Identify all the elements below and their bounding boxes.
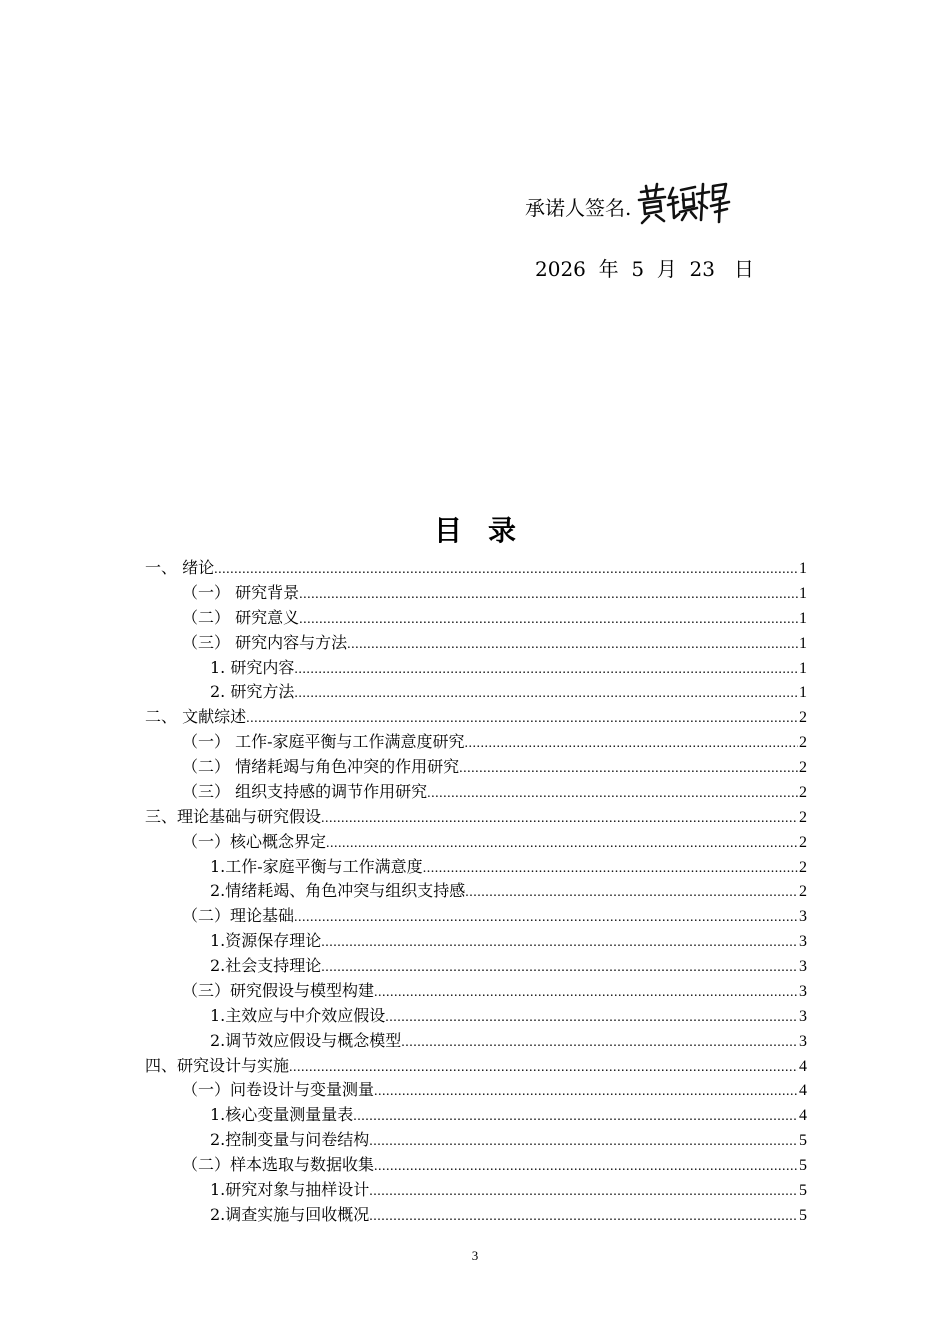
toc-entry[interactable] (145, 1153, 807, 1178)
toc-entry[interactable] (145, 631, 807, 656)
toc-entry-page: 1 (799, 684, 807, 702)
toc-entry-page: 1 (799, 634, 807, 652)
date-month-unit: 月 (656, 257, 677, 281)
toc-dot-leader (423, 857, 798, 882)
toc-entry[interactable] (145, 1004, 807, 1029)
toc-entry-label: 2.调查实施与回收概况 (210, 1204, 370, 1224)
date-day-unit: 日 (734, 257, 755, 281)
toc-entry[interactable] (145, 1054, 807, 1079)
toc-entry-page: 2 (799, 833, 807, 851)
toc-entry[interactable] (145, 755, 807, 780)
toc-entry-page: 5 (799, 1132, 807, 1150)
toc-entry-page: 2 (799, 858, 807, 876)
toc-entry[interactable] (145, 1103, 807, 1128)
toc-dot-leader (374, 1155, 798, 1180)
toc-dot-leader (321, 956, 798, 981)
toc-dot-leader (374, 1080, 798, 1105)
toc-dot-leader (294, 682, 798, 707)
date-year-unit: 年 (598, 257, 619, 281)
toc-dot-leader (321, 931, 798, 956)
toc-entry[interactable] (145, 656, 807, 681)
toc-entry[interactable] (145, 1128, 807, 1153)
toc-entry-label: 2. 研究方法 (210, 682, 295, 702)
toc-entry-page: 3 (799, 908, 807, 926)
toc-entry-page: 3 (799, 958, 807, 975)
date-year: 2026 (535, 257, 586, 281)
toc-entry[interactable] (145, 1178, 807, 1203)
toc-entry-page: 1 (799, 609, 807, 627)
toc-dot-leader (347, 633, 798, 658)
toc-entry-page: 1 (799, 584, 807, 602)
toc-entry-page: 2 (799, 709, 807, 727)
toc-entry-label: 四、研究设计与实施 (145, 1055, 290, 1075)
toc-entry-page: 5 (799, 1206, 807, 1224)
toc-entry[interactable] (145, 904, 807, 929)
toc-entry-page: 4 (799, 1057, 807, 1075)
toc-entry[interactable] (145, 556, 807, 581)
toc-entry-page: 4 (799, 1107, 807, 1125)
toc-dot-leader (369, 1205, 798, 1230)
toc-dot-leader (321, 807, 798, 832)
toc-entry-label: 1.研究对象与抽样设计 (210, 1179, 370, 1199)
toc-entry-label: 1.核心变量测量量表 (210, 1105, 354, 1125)
toc-entry-label: 2.社会支持理论 (210, 956, 322, 975)
toc-entry-label: （三） 研究内容与方法 (182, 632, 348, 652)
date-month: 5 (631, 257, 645, 281)
toc-entry[interactable] (145, 1078, 807, 1103)
toc-entry[interactable] (145, 954, 807, 979)
toc-entry-page: 2 (799, 734, 807, 752)
toc-entry-page: 5 (799, 1157, 807, 1174)
toc-entry[interactable] (145, 855, 807, 880)
toc-entry[interactable] (145, 929, 807, 954)
toc-entry-label: 1.主效应与中介效应假设 (210, 1005, 386, 1025)
toc-entry-label: （二）理论基础 (182, 906, 295, 926)
toc-dot-leader (294, 658, 798, 683)
toc-entry[interactable] (145, 780, 807, 805)
toc-entry[interactable] (145, 979, 807, 1004)
commitment-date (535, 255, 754, 283)
toc-entry-label: 一、 绪论 (145, 558, 215, 577)
toc-entry-page: 5 (799, 1181, 807, 1199)
toc-dot-leader (465, 881, 798, 906)
toc-entry-page: 2 (799, 883, 807, 901)
toc-dot-leader (465, 732, 799, 757)
toc-dot-leader (353, 1105, 798, 1130)
toc-entry-label: 三、理论基础与研究假设 (145, 806, 322, 826)
toc-entry-label: 二、 文献综述 (145, 707, 247, 727)
toc-entry-label: （二） 研究意义 (182, 607, 300, 627)
toc-entry-label: （三）研究假设与模型构建 (182, 980, 375, 1000)
toc-entry[interactable] (145, 705, 807, 730)
toc-entry-label: （三） 组织支持感的调节作用研究 (182, 781, 428, 801)
toc-entry-page: 2 (799, 759, 807, 776)
toc-entry[interactable] (145, 879, 807, 904)
toc-dot-leader (369, 1130, 798, 1155)
toc-entry-page: 3 (799, 1032, 807, 1050)
toc-entry[interactable] (145, 581, 807, 606)
date-day: 23 (689, 257, 715, 281)
toc-title: 目录 (433, 514, 542, 547)
toc-entry[interactable] (145, 1203, 807, 1228)
toc-dot-leader (294, 906, 798, 931)
toc-dot-leader (289, 1056, 798, 1081)
signature-label: 承诺人签名. (525, 196, 632, 220)
toc-entry-page: 1 (799, 659, 807, 677)
toc-entry-page: 2 (799, 783, 807, 801)
toc-entry-label: 1.工作-家庭平衡与工作满意度 (210, 856, 423, 876)
toc-entry[interactable] (145, 730, 807, 755)
toc-entry-label: 2.调节效应假设与概念模型 (210, 1030, 402, 1050)
toc-dot-leader (246, 707, 798, 732)
toc-entry-label: （一）问卷设计与变量测量 (182, 1080, 375, 1100)
toc-dot-leader (385, 1006, 798, 1031)
toc-entry-page: 3 (799, 1007, 807, 1025)
toc-entry-label: （一） 研究背景 (182, 582, 300, 602)
toc-dot-leader (299, 583, 798, 608)
toc-entry-label: （一） 工作-家庭平衡与工作满意度研究 (182, 732, 465, 752)
toc-dot-leader (326, 832, 798, 857)
toc-entry-page: 4 (799, 1082, 807, 1100)
toc-entry[interactable] (145, 606, 807, 631)
toc-dot-leader (214, 558, 798, 583)
toc-entry-label: 2.控制变量与问卷结构 (210, 1130, 370, 1150)
toc-entry[interactable] (145, 805, 807, 830)
toc-entry-label: （二）样本选取与数据收集 (182, 1155, 375, 1174)
toc-entry-page: 3 (799, 982, 807, 1000)
toc-entry-page: 1 (799, 560, 807, 577)
handwritten-signature (633, 178, 733, 226)
toc-entry-label: 1. 研究内容 (210, 657, 295, 677)
signature-line (525, 166, 733, 226)
toc-dot-leader (374, 981, 798, 1006)
toc-entry-page: 3 (799, 933, 807, 951)
toc-entry[interactable] (145, 1029, 807, 1054)
toc-dot-leader (459, 757, 798, 782)
toc-dot-leader (369, 1180, 798, 1205)
toc-entry-label: 2.情绪耗竭、角色冲突与组织支持感 (210, 881, 466, 901)
toc-entry-label: （一）核心概念界定 (182, 831, 327, 851)
toc-entry-label: 1.资源保存理论 (210, 931, 322, 951)
table-of-contents (145, 556, 807, 1228)
toc-dot-leader (299, 608, 798, 633)
toc-entry[interactable] (145, 680, 807, 705)
toc-entry[interactable] (145, 830, 807, 855)
page-number: 3 (471, 1248, 479, 1263)
toc-entry-page: 2 (799, 808, 807, 826)
toc-dot-leader (427, 782, 798, 807)
toc-entry-label: （二） 情绪耗竭与角色冲突的作用研究 (182, 757, 460, 776)
toc-dot-leader (401, 1031, 798, 1056)
